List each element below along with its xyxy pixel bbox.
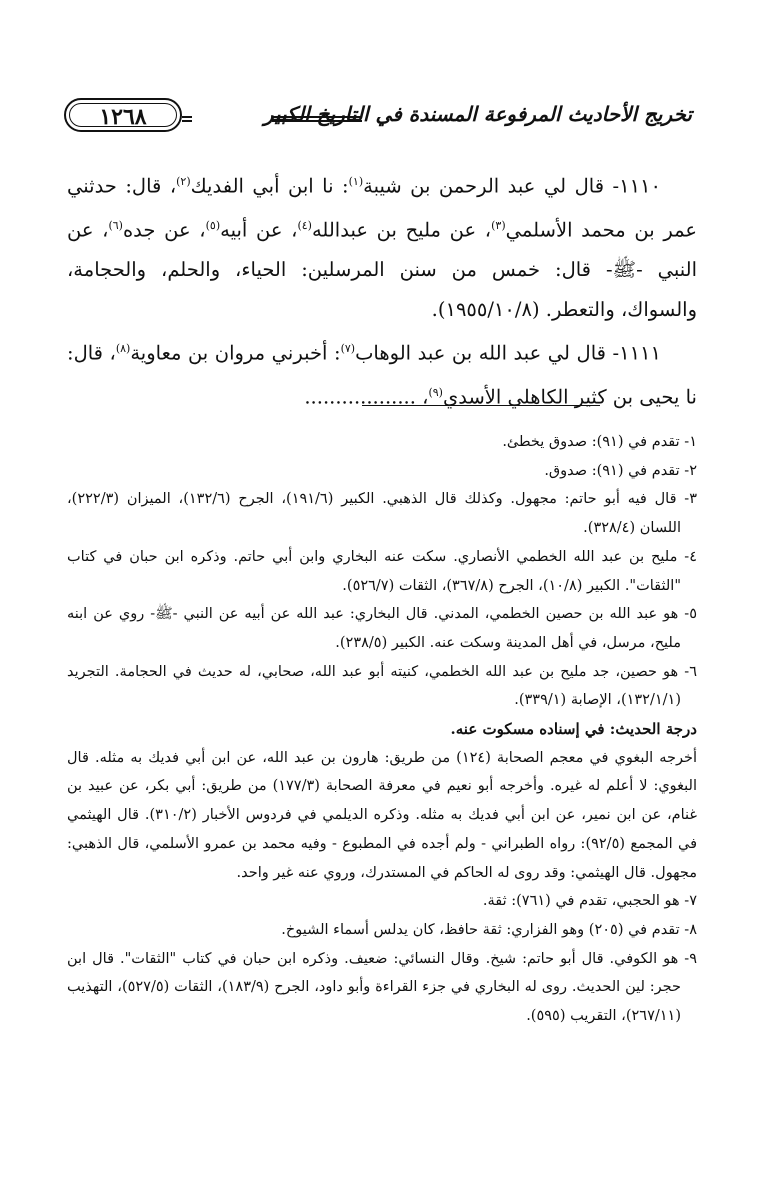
page-header	[64, 92, 692, 142]
footnote-6: ٦- هو حصين، جد مليح بن عبد الله الخطمي، كنيته أبو عبد الله، صحابي، له حديث في الحجامة. التجريد (١٣٢/١/١)، الإصابة (٣٣٩/١).	[67, 663, 697, 709]
page-number: ١٢٦٨	[64, 98, 182, 132]
footnote-8: ٨- تقدم في (٢٠٥) وهو الفزاري: ثقة حافظ، كان يدلس أسماء الشيوخ.	[281, 921, 697, 938]
footnote-1: ١- تقدم في (٩١): صدوق يخطئ.	[502, 434, 697, 450]
header-rule	[272, 116, 362, 122]
footnotes	[67, 428, 697, 1031]
footnote-7: ٧- هو الحجبي، تقدم في (٧٦١): ثقة.	[482, 893, 697, 910]
hadith-grade-body: أخرجه البغوي في معجم الصحابة (١٢٤) من طريق: هارون بن عبد الله، عن ابن أبي فديك به مثله. قال البغوي: لا أعلم له غيره. وأخرجه أبو نعيم في معرفة الصحابة (١٧٧/٣) من طريق: أبي بكر، عن عبيد بن غنام، عن ابن نمير، عن ابن أبي فديك به مثله. وذكره الديلمي في فردوس الأخبار (٣١٠/٢). قال الهيثمي في المجمع (٩٢/٥): رواه الطبراني - ولم أجده في المطبوع - وفيه محمد بن عمرو الأسلمي، قال الذهبي: مجهول. قال الهيثمي: وقد روى له الحاكم في المستدرك، وروي عنه غير واحد.	[67, 749, 698, 881]
footnote-ref: (٩)	[428, 386, 443, 399]
footnote-ref: (١)	[348, 175, 364, 188]
footnote-4: ٤- مليح بن عبد الله الخطمي الأنصاري. سكت عنه البخاري وابن أبي حاتم. وذكره ابن حبان في كتاب "الثقات". الكبير (١٠/٨)، الجرح (٣٦٧/٨)، الثقات (٥٢٦/٧).	[67, 548, 697, 594]
main-text	[67, 162, 697, 417]
footnote-ref: (٧)	[340, 342, 356, 355]
footnote-ref: (٨)	[115, 342, 131, 355]
footnote-ref: (٤)	[297, 219, 312, 232]
hadith-1111: ١١١١- قال لي عبد الله بن عبد الوهاب$^{(٧)}$: أخبرني مروان بن معاوية$^{(٨)}$، قال: نا يحيى بن كثير الكاهلي الأسدي$^{(٩)}$، ..................	[67, 341, 697, 409]
running-title: تخريج الأحاديث المرفوعة المسندة في التاريخ الكبير	[263, 102, 692, 126]
footnote-ref: (٣)	[491, 219, 506, 232]
footnote-2: ٢- تقدم في (٩١): صدوق.	[544, 462, 697, 479]
header-rule-short	[182, 116, 192, 122]
footnote-9: ٩- هو الكوفي. قال أبو حاتم: شيخ. وقال النسائي: ضعيف. وذكره ابن حبان في كتاب "الثقات". قال ابن حجر: لين الحديث. روى له البخاري في جزء القراءة وأبو داود، الجرح (١٨٣/٩)، الثقات (٥٢٧/٥)، التهذيب (٢٦٧/١١)، التقريب (٥٩٥).	[67, 950, 697, 1025]
hadith-1110: ١١١٠- قال لي عبد الرحمن بن شيبة$^{(١)}$: نا ابن أبي الفديك$^{(٢)}$، قال: حدثني عمر بن محمد الأسلمي$^{(٣)}$، عن مليح بن عبدالله$^{(٤)}$، عن أبيه$^{(٥)}$، عن جده$^{(٦)}$، عن النبي -ﷺ- قال: خمس من سنن المرسلين: الحياء، والحلم، والحجامة، والسواك، والتعطر. (١٩٥٥/١٠/٨).	[67, 174, 697, 321]
footnote-5: ٥- هو عبد الله بن حصين الخطمي، المدني. قال البخاري: عبد الله عن أبيه عن النبي -ﷺ- روي عن ابنه مليح، مرسل، في أهل المدينة وسكت عنه. الكبير (٢٣٨/٥).	[67, 606, 697, 651]
footnote-separator	[362, 405, 600, 406]
footnote-ref: (٢)	[176, 175, 191, 188]
footnote-ref: (٦)	[108, 219, 123, 232]
footnote-3: ٣- قال فيه أبو حاتم: مجهول. وكذلك قال الذهبي. الكبير (١٩١/٦)، الجرح (١٣٢/٦)، الميزان (٢٢٢/٣)، اللسان (٣٢٨/٤).	[67, 491, 697, 537]
footnote-ref: (٥)	[205, 219, 221, 232]
hadith-grade-heading: درجة الحديث: في إسناده مسكوت عنه.	[450, 720, 697, 739]
